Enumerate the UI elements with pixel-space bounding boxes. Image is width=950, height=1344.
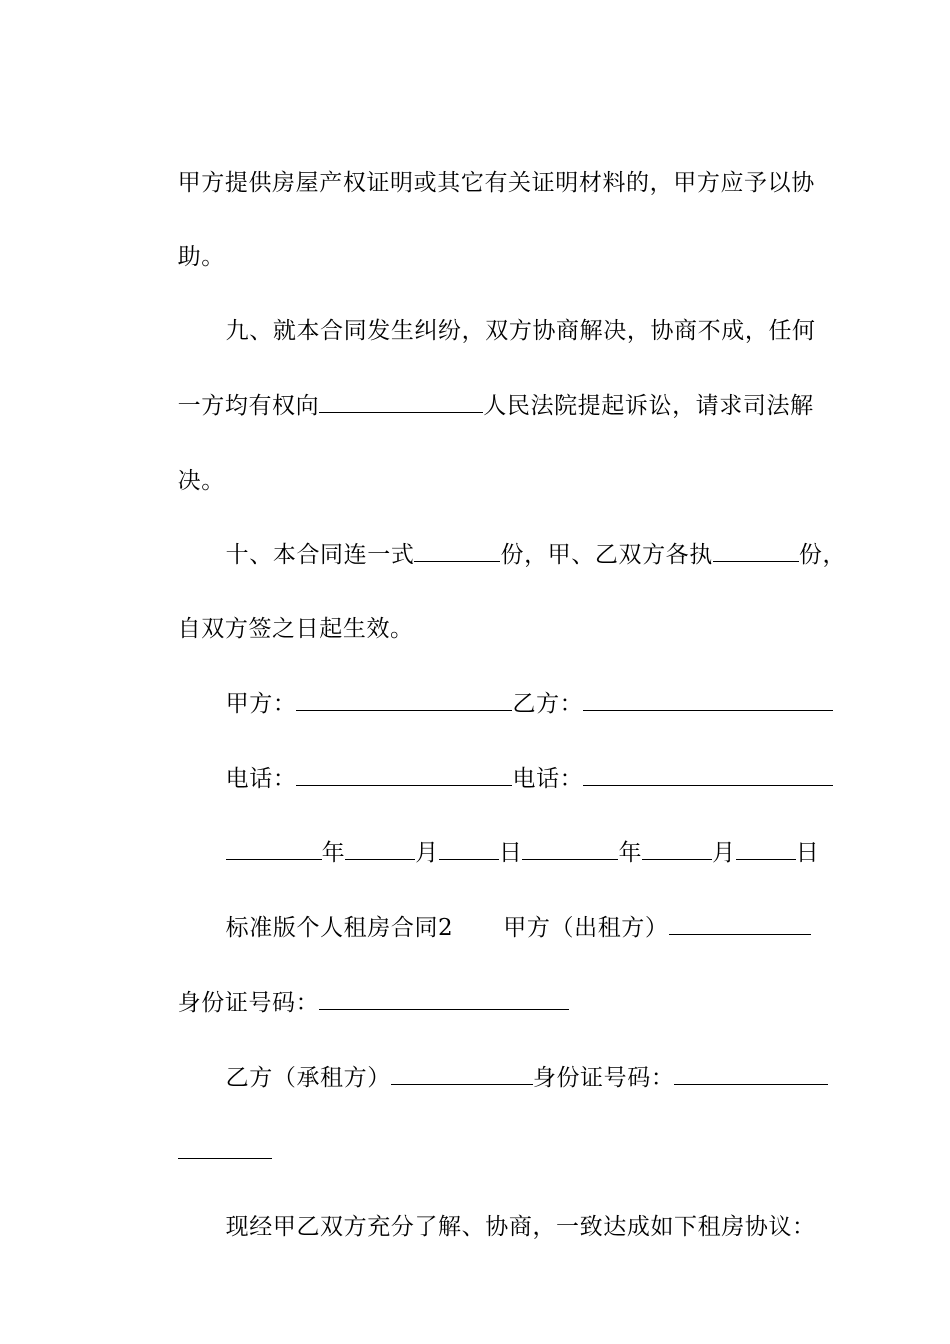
day-label: 日 — [498, 840, 523, 866]
id-number-label: 身份证号码： — [532, 1065, 675, 1091]
year-b-blank[interactable] — [522, 839, 618, 860]
day-a-blank[interactable] — [439, 839, 499, 860]
court-line — [146, 361, 814, 451]
phone-a-blank[interactable] — [296, 765, 512, 786]
party-b-label: 乙方： — [512, 691, 584, 717]
each-copies-blank[interactable] — [713, 541, 799, 562]
line-text: 十、本合同连一式 — [225, 542, 415, 568]
party-a-label: 甲方： — [225, 691, 297, 717]
agreement-intro-line — [194, 1182, 816, 1272]
lessee-label: 乙方（承租方） — [225, 1065, 391, 1091]
phone-b-label: 电话： — [512, 766, 584, 792]
line-text: 现经甲乙双方充分了解、协商，一致达成如下租房协议： — [225, 1214, 816, 1240]
month-label: 月 — [712, 840, 736, 866]
lessee-blank[interactable] — [391, 1064, 533, 1085]
day-label: 日 — [795, 840, 820, 866]
month-label: 月 — [415, 840, 439, 866]
court-name-blank[interactable] — [319, 392, 483, 413]
day-b-blank[interactable] — [736, 839, 796, 860]
year-a-blank[interactable] — [226, 839, 322, 860]
lessor-label: 甲方（出租方） — [503, 915, 669, 941]
party-b-blank[interactable] — [583, 690, 833, 711]
paragraph-line — [146, 138, 815, 228]
year-label: 年 — [618, 840, 643, 866]
contract-title: 标准版个人租房合同2 — [225, 915, 454, 941]
line-text: 自双方签之日起生效。 — [177, 616, 414, 642]
line-text: 决。 — [177, 468, 225, 494]
lessee-id-continuation-blank[interactable] — [178, 1138, 272, 1159]
line-text: 九、就本合同发生纠纷，双方协商解决，协商不成，任何 — [225, 318, 816, 344]
phone-b-blank[interactable] — [583, 765, 833, 786]
lessee-id-blank[interactable] — [674, 1064, 828, 1085]
line-text: 助。 — [177, 244, 225, 270]
lessor-id-blank[interactable] — [319, 989, 569, 1010]
total-copies-blank[interactable] — [414, 541, 500, 562]
month-b-blank[interactable] — [642, 839, 712, 860]
id-number-label: 身份证号码： — [177, 990, 320, 1016]
line-text: 一方均有权向 — [177, 393, 320, 419]
lessor-blank[interactable] — [669, 914, 811, 935]
lessee-line — [194, 1033, 828, 1123]
month-a-blank[interactable] — [345, 839, 415, 860]
year-label: 年 — [321, 840, 346, 866]
party-a-blank[interactable] — [296, 690, 512, 711]
line-text: 甲方提供房屋产权证明或其它有关证明材料的，甲方应予以协 — [177, 170, 815, 196]
line-text: 份， — [798, 542, 847, 568]
line-text: 份，甲、乙双方各执 — [500, 542, 713, 568]
line-text: 人民法院提起诉讼，请求司法解 — [483, 393, 814, 419]
phone-a-label: 电话： — [225, 766, 297, 792]
